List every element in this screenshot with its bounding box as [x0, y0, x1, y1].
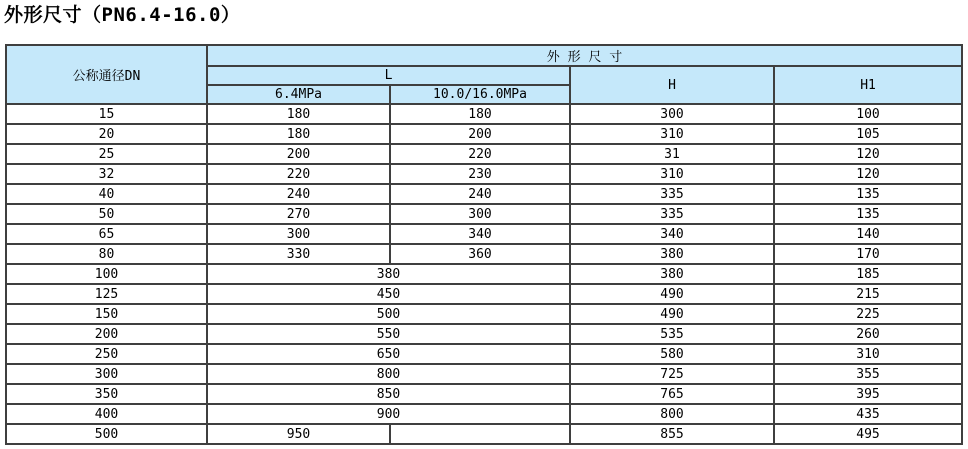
cell-dn: 500	[6, 424, 207, 444]
cell-h1: 310	[774, 344, 962, 364]
table-row	[6, 424, 962, 444]
table-row	[6, 144, 962, 164]
table-row	[6, 284, 962, 304]
table-row	[6, 184, 962, 204]
table-row	[6, 304, 962, 324]
cell-l: 500	[207, 304, 570, 324]
cell-h1: 140	[774, 224, 962, 244]
cell-dn: 250	[6, 344, 207, 364]
cell-l: 450	[207, 284, 570, 304]
cell-dn: 15	[6, 104, 207, 124]
cell-h1: 355	[774, 364, 962, 384]
cell-h1: 260	[774, 324, 962, 344]
cell-h: 380	[570, 264, 774, 284]
cell-l-10-16mpa	[390, 424, 570, 444]
cell-h: 380	[570, 244, 774, 264]
cell-l: 850	[207, 384, 570, 404]
cell-dn: 40	[6, 184, 207, 204]
cell-l-6-4mpa: 220	[207, 164, 390, 184]
table-body	[6, 104, 962, 444]
table-row	[6, 124, 962, 144]
cell-dn: 65	[6, 224, 207, 244]
header-cell-l-10-16mpa: 10.0/16.0MPa	[390, 85, 570, 104]
table-row	[6, 164, 962, 184]
table-row	[6, 204, 962, 224]
cell-l: 380	[207, 264, 570, 284]
cell-dn: 200	[6, 324, 207, 344]
cell-l-6-4mpa: 180	[207, 124, 390, 144]
cell-h: 310	[570, 164, 774, 184]
cell-h: 800	[570, 404, 774, 424]
cell-dn: 350	[6, 384, 207, 404]
header-cell-dn: 公称通径DN	[6, 45, 207, 104]
cell-h1: 120	[774, 144, 962, 164]
cell-h: 335	[570, 204, 774, 224]
header-cell-h: H	[570, 66, 774, 104]
cell-l-6-4mpa: 330	[207, 244, 390, 264]
cell-l-6-4mpa: 950	[207, 424, 390, 444]
cell-l-10-16mpa: 230	[390, 164, 570, 184]
table-row	[6, 224, 962, 244]
cell-l-10-16mpa: 300	[390, 204, 570, 224]
cell-h1: 135	[774, 184, 962, 204]
cell-l-10-16mpa: 220	[390, 144, 570, 164]
table-row	[6, 264, 962, 284]
cell-dn: 25	[6, 144, 207, 164]
cell-l-6-4mpa: 300	[207, 224, 390, 244]
cell-dn: 125	[6, 284, 207, 304]
cell-h1: 215	[774, 284, 962, 304]
table-header	[6, 45, 962, 104]
cell-l: 900	[207, 404, 570, 424]
cell-h1: 225	[774, 304, 962, 324]
cell-l-10-16mpa: 360	[390, 244, 570, 264]
cell-dn: 20	[6, 124, 207, 144]
cell-h1: 120	[774, 164, 962, 184]
cell-h: 31	[570, 144, 774, 164]
table-row	[6, 344, 962, 364]
table-row	[6, 364, 962, 384]
cell-h1: 435	[774, 404, 962, 424]
table-row	[6, 324, 962, 344]
cell-h: 335	[570, 184, 774, 204]
cell-l-6-4mpa: 200	[207, 144, 390, 164]
cell-l-6-4mpa: 180	[207, 104, 390, 124]
cell-dn: 300	[6, 364, 207, 384]
cell-l-10-16mpa: 240	[390, 184, 570, 204]
table-row	[6, 404, 962, 424]
cell-h: 855	[570, 424, 774, 444]
cell-dn: 100	[6, 264, 207, 284]
cell-l: 800	[207, 364, 570, 384]
header-cell-l-6-4mpa: 6.4MPa	[207, 85, 390, 104]
table-row	[6, 244, 962, 264]
cell-l-10-16mpa: 180	[390, 104, 570, 124]
cell-h1: 185	[774, 264, 962, 284]
header-cell-h1: H1	[774, 66, 962, 104]
page-title: 外形尺寸（PN6.4-16.0）	[4, 4, 241, 26]
cell-l-6-4mpa: 240	[207, 184, 390, 204]
cell-l: 650	[207, 344, 570, 364]
dimension-table	[5, 44, 963, 445]
cell-l-10-16mpa: 200	[390, 124, 570, 144]
cell-h: 340	[570, 224, 774, 244]
header-cell-l: L	[207, 66, 570, 85]
cell-h: 490	[570, 284, 774, 304]
cell-dn: 80	[6, 244, 207, 264]
cell-dn: 32	[6, 164, 207, 184]
cell-l-10-16mpa: 340	[390, 224, 570, 244]
cell-h1: 395	[774, 384, 962, 404]
table-row	[6, 384, 962, 404]
cell-l: 550	[207, 324, 570, 344]
cell-dn: 50	[6, 204, 207, 224]
cell-h: 310	[570, 124, 774, 144]
header-cell-outline-dimensions: 外 形 尺 寸	[207, 45, 962, 66]
cell-l-6-4mpa: 270	[207, 204, 390, 224]
cell-h1: 170	[774, 244, 962, 264]
cell-h: 765	[570, 384, 774, 404]
cell-h1: 105	[774, 124, 962, 144]
table-row	[6, 104, 962, 124]
header-row-group	[6, 45, 962, 66]
cell-h1: 100	[774, 104, 962, 124]
cell-h: 535	[570, 324, 774, 344]
cell-h1: 135	[774, 204, 962, 224]
cell-h: 725	[570, 364, 774, 384]
cell-h: 490	[570, 304, 774, 324]
cell-h: 300	[570, 104, 774, 124]
cell-h: 580	[570, 344, 774, 364]
cell-dn: 150	[6, 304, 207, 324]
cell-h1: 495	[774, 424, 962, 444]
cell-dn: 400	[6, 404, 207, 424]
